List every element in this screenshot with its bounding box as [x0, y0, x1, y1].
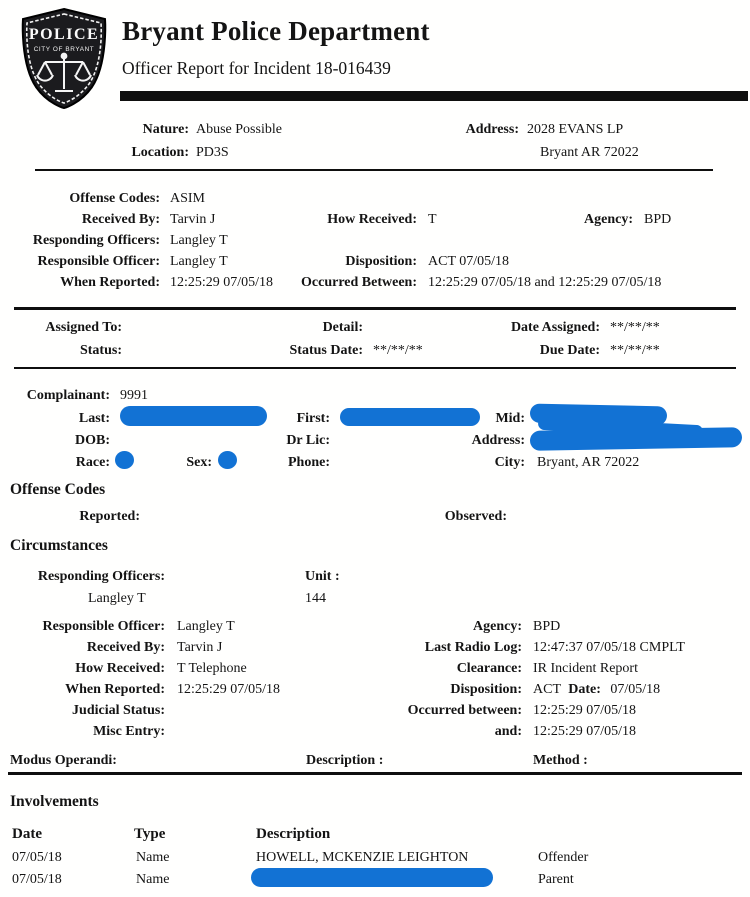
circ-how-received-label: How Received:: [75, 661, 165, 676]
clearance-value: IR Incident Report: [533, 661, 638, 676]
race-label: Race:: [75, 455, 110, 470]
misc-entry-label: Misc Entry:: [93, 724, 165, 739]
complainant-label: Complainant:: [26, 388, 110, 403]
date-assigned-value: **/**/**: [610, 320, 660, 335]
address-line2: Bryant AR 72022: [540, 145, 639, 160]
received-by-value: Tarvin J: [170, 212, 216, 227]
complainant-id: 9991: [120, 388, 148, 403]
first-name-label: First:: [296, 411, 330, 426]
circ-received-by-label: Received By:: [86, 640, 165, 655]
detail-label: Detail:: [322, 320, 363, 335]
circ-responding-officer-value: Langley T: [88, 591, 146, 606]
circ-occurred-between-label: Occurred between:: [407, 703, 522, 718]
reported-label: Reported:: [79, 509, 140, 524]
mid-name-label: Mid:: [495, 411, 525, 426]
location-value: PD3S: [196, 145, 229, 160]
disposition-value: ACT 07/05/18: [428, 254, 510, 269]
address-line1: 2028 EVANS LP: [527, 122, 624, 137]
occurred-between-label: Occurred Between:: [301, 275, 417, 290]
disposition-code: ACT: [533, 682, 561, 697]
department-title: Bryant Police Department: [122, 16, 430, 46]
responding-officers-value: Langley T: [170, 233, 228, 248]
judicial-status-label: Judicial Status:: [72, 703, 165, 718]
header-rule: [120, 91, 748, 101]
assigned-to-label: Assigned To:: [45, 320, 122, 335]
mo-method-label: Method :: [533, 753, 588, 768]
dob-label: DOB:: [75, 433, 110, 448]
circ-responding-officers-label: Responding Officers:: [37, 569, 165, 584]
city-label: City:: [494, 455, 525, 470]
last-radio-log-label: Last Radio Log:: [424, 640, 522, 655]
involvement-name-redaction: [251, 868, 493, 887]
due-date-value: **/**/**: [610, 343, 660, 358]
dr-lic-label: Dr Lic:: [286, 433, 330, 448]
how-received-label: How Received:: [327, 212, 417, 227]
circ-agency-value: BPD: [533, 619, 561, 634]
report-title: Officer Report for Incident 18-016439: [122, 58, 391, 78]
location-label: Location:: [131, 145, 189, 160]
date-assigned-label: Date Assigned:: [510, 320, 600, 335]
received-by-label: Received By:: [81, 212, 160, 227]
disposition-date-value: 07/05/18: [610, 682, 661, 697]
when-reported-label: When Reported:: [60, 275, 160, 290]
nature-value: Abuse Possible: [196, 122, 282, 137]
occurred-and-value: 12:25:29 07/05/18: [533, 724, 637, 739]
involvement-type: Name: [136, 872, 170, 887]
last-radio-log-value: 12:47:37 07/05/18 CMPLT: [533, 640, 685, 655]
circ-agency-label: Agency:: [473, 619, 522, 634]
due-date-label: Due Date:: [539, 343, 600, 358]
unit-value: 144: [305, 591, 326, 606]
unit-label: Unit :: [305, 569, 340, 584]
involvements-heading: Involvements: [10, 793, 99, 810]
offense-codes-value: ASIM: [170, 191, 206, 206]
divider: [8, 772, 742, 775]
involvement-type: Name: [136, 850, 170, 865]
circumstances-heading: Circumstances: [10, 537, 108, 554]
disposition-date-label: Date:: [568, 682, 601, 697]
address-redaction: [530, 427, 742, 451]
badge-police-text: POLICE: [28, 26, 100, 43]
circ-received-by-value: Tarvin J: [177, 640, 223, 655]
circ-occurred-between-value: 12:25:29 07/05/18: [533, 703, 637, 718]
circ-when-reported-value: 12:25:29 07/05/18: [177, 682, 281, 697]
circ-disposition-label: Disposition:: [450, 682, 522, 697]
phone-label: Phone:: [288, 455, 330, 470]
complainant-address-label: Address:: [471, 433, 525, 448]
circ-responsible-officer-label: Responsible Officer:: [42, 619, 165, 634]
offense-codes-heading: Offense Codes: [10, 481, 106, 498]
divider: [14, 367, 736, 369]
agency-value: BPD: [644, 212, 672, 227]
status-date-label: Status Date:: [289, 343, 363, 358]
involvement-description: HOWELL, MCKENZIE LEIGHTON: [256, 850, 469, 865]
how-received-value: T: [428, 212, 437, 227]
col-header-description: Description: [256, 826, 331, 842]
city-value: Bryant, AR 72022: [537, 455, 640, 470]
col-header-type: Type: [134, 826, 166, 842]
when-reported-value: 12:25:29 07/05/18: [170, 275, 274, 290]
col-header-date: Date: [12, 826, 42, 842]
status-label: Status:: [79, 343, 122, 358]
agency-label: Agency:: [584, 212, 633, 227]
responsible-officer-value: Langley T: [170, 254, 228, 269]
police-badge-logo: [14, 6, 114, 115]
circ-responsible-officer-value: Langley T: [177, 619, 235, 634]
responding-officers-label: Responding Officers:: [32, 233, 160, 248]
involvement-date: 07/05/18: [12, 872, 62, 887]
circ-disposition-value: [533, 682, 660, 698]
divider: [35, 169, 713, 171]
badge-city-text: CITY OF BRYANT: [33, 46, 95, 53]
offense-codes-label: Offense Codes:: [69, 191, 160, 206]
and-label: and:: [494, 724, 522, 739]
circ-when-reported-label: When Reported:: [65, 682, 165, 697]
involvement-role: Parent: [538, 872, 574, 887]
observed-label: Observed:: [444, 509, 507, 524]
last-name-label: Last:: [78, 411, 110, 426]
address-label: Address:: [465, 122, 519, 137]
nature-label: Nature:: [142, 122, 189, 137]
occurred-between-value: 12:25:29 07/05/18 and 12:25:29 07/05/18: [428, 275, 662, 290]
responsible-officer-label: Responsible Officer:: [37, 254, 160, 269]
sex-label: Sex:: [186, 455, 212, 470]
circ-how-received-value: T Telephone: [177, 661, 247, 676]
bryant-police-shield-icon: [14, 6, 114, 110]
involvement-date: 07/05/18: [12, 850, 62, 865]
disposition-label: Disposition:: [345, 254, 417, 269]
involvement-role: Offender: [538, 850, 589, 865]
status-date-value: **/**/**: [373, 343, 423, 358]
clearance-label: Clearance:: [456, 661, 522, 676]
divider: [14, 307, 736, 310]
modus-operandi-label: Modus Operandi:: [10, 753, 117, 768]
mo-description-label: Description :: [306, 753, 384, 768]
